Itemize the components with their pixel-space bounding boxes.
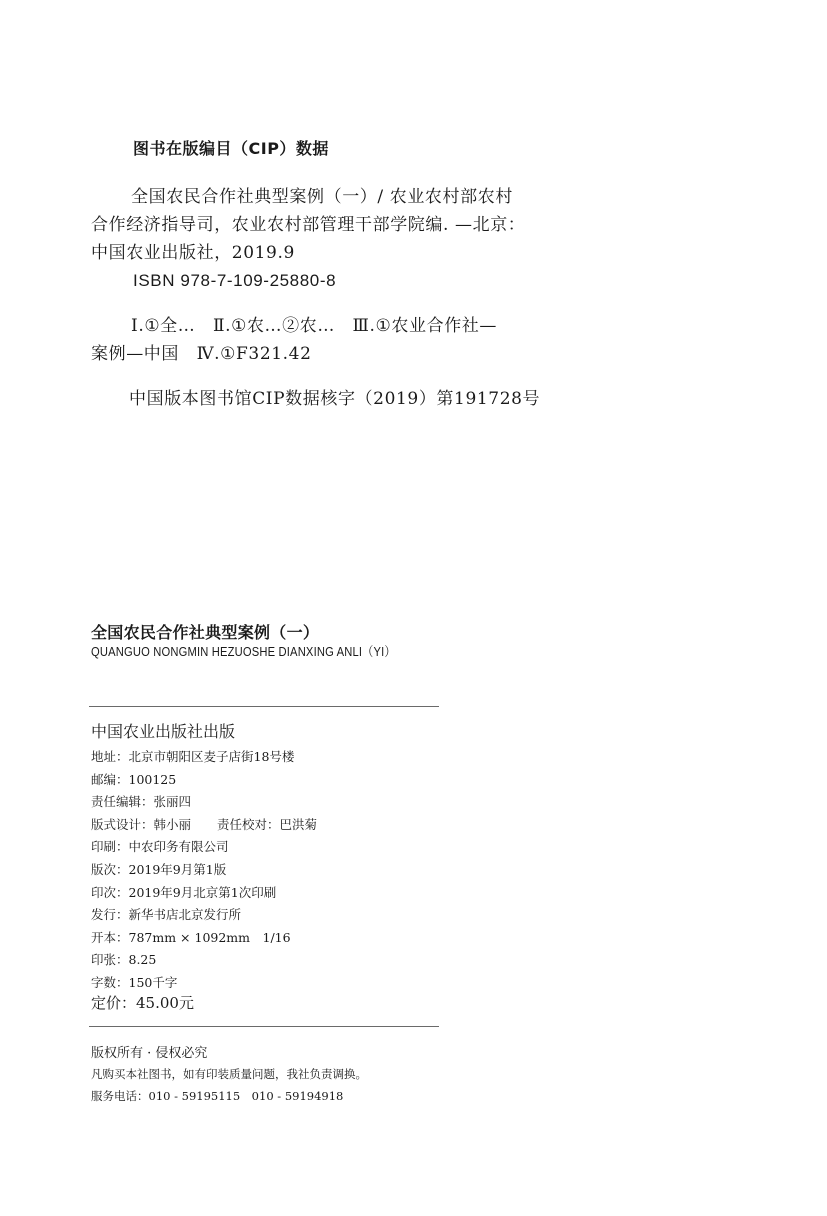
copyright-notice: 版权所有 · 侵权必究 bbox=[91, 1046, 208, 1061]
classification-line-2: 案例—中国 Ⅳ.①F321.42 bbox=[91, 344, 312, 364]
postcode: 邮编：100125 bbox=[91, 771, 177, 787]
cip-heading: 图书在版编目（CIP）数据 bbox=[133, 139, 329, 158]
price: 定价：45.00元 bbox=[91, 994, 194, 1012]
address: 地址：北京市朝阳区麦子店街18号楼 bbox=[91, 749, 295, 764]
divider-top bbox=[89, 706, 439, 707]
impression: 印次：2019年9月北京第1次印刷 bbox=[91, 884, 277, 900]
editor: 责任编辑：张丽四 bbox=[91, 794, 192, 810]
isbn: ISBN 978-7-109-25880-8 bbox=[133, 271, 337, 290]
proofreader: 责任校对：巴洪菊 bbox=[217, 816, 318, 832]
layout-designer: 版式设计：韩小丽 bbox=[91, 816, 192, 832]
book-title-pinyin: QUANGUO NONGMIN HEZUOSHE DIANXING ANLI（YI） bbox=[91, 644, 396, 659]
book-title: 全国农民合作社典型案例（一） bbox=[91, 623, 320, 642]
distributor: 发行：新华书店北京发行所 bbox=[91, 907, 242, 923]
classification-line-1: Ⅰ.①全… Ⅱ.①农…②农… Ⅲ.①农业合作社— bbox=[131, 316, 497, 336]
service-phones: 服务电话：010 - 59195115 010 - 59194918 bbox=[91, 1089, 344, 1103]
format: 开本：787mm × 1092mm 1/16 bbox=[91, 929, 291, 945]
cip-line-3: 中国农业出版社，2019.9 bbox=[91, 243, 295, 263]
cip-data-block bbox=[91, 183, 561, 413]
cip-number: 中国版本图书馆CIP数据核字（2019）第191728号 bbox=[129, 389, 541, 409]
edition: 版次：2019年9月第1版 bbox=[91, 861, 227, 877]
design-proofread-row bbox=[91, 814, 317, 837]
publisher: 中国农业出版社出版 bbox=[91, 722, 236, 741]
divider-bottom bbox=[89, 1026, 439, 1027]
exchange-notice: 凡购买本社图书，如有印装质量问题，我社负责调换。 bbox=[91, 1067, 367, 1081]
publication-info bbox=[91, 746, 317, 995]
cip-line-2: 合作经济指导司，农业农村部管理干部学院编. —北京： bbox=[91, 215, 526, 235]
word-count: 字数：150千字 bbox=[91, 974, 178, 990]
printed-sheets: 印张：8.25 bbox=[91, 952, 157, 968]
cip-line-1: 全国农民合作社典型案例（一）/ 农业农村部农村 bbox=[131, 187, 513, 207]
printer: 印刷：中农印务有限公司 bbox=[91, 839, 229, 855]
